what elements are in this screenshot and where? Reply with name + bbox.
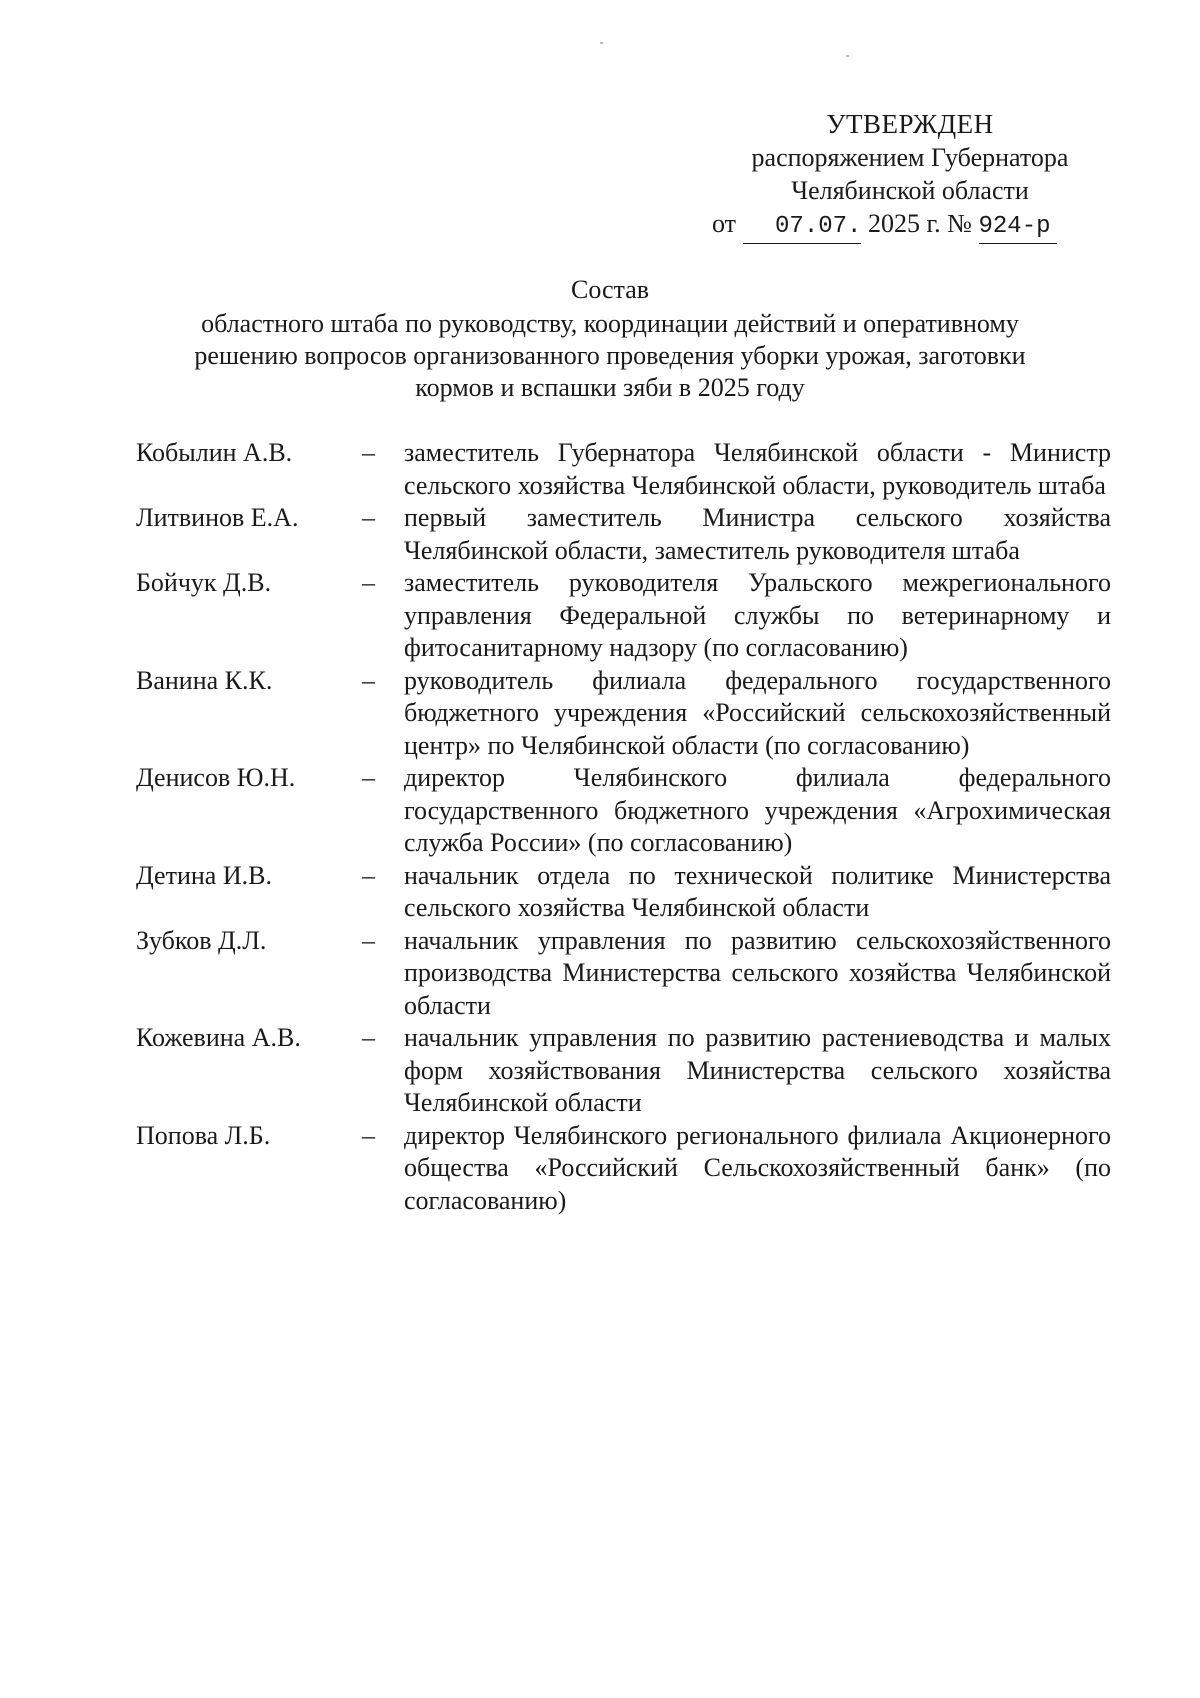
- member-role: начальник отдела по технической политике Министерства сельского хозяйства Челябинской области: [404, 860, 1111, 922]
- member-role: директор Челябинского филиала федерального государственного бюджетного учреждения «Агрохимическая служба России» (по согласованию): [404, 763, 1111, 857]
- date-field: [743, 207, 862, 244]
- approval-stamp: [700, 108, 1120, 244]
- member-row: [136, 860, 1111, 925]
- member-row: [136, 437, 1111, 502]
- date-year-number-label: 2025 г. №: [867, 209, 972, 238]
- member-dash: –: [362, 763, 375, 792]
- member-row: [136, 665, 1111, 763]
- member-role: руководитель филиала федерального государственного бюджетного учреждения «Российский сельскохозяйственный центр» по Челябинской области (по согласованию): [404, 665, 1111, 760]
- member-name: Ванина К.К.: [136, 665, 273, 695]
- member-dash: –: [362, 1120, 375, 1150]
- approval-heading: УТВЕРЖДЕН: [826, 109, 994, 139]
- date-prefix: от: [712, 209, 737, 238]
- member-dash: –: [362, 1023, 375, 1052]
- member-role: заместитель руководителя Уральского межрегионального управления Федеральной службы по ветеринарному и фитосанитарному надзору (по согласованию): [404, 568, 1111, 662]
- member-row: [136, 502, 1111, 567]
- member-dash: –: [362, 665, 375, 695]
- members-list: [136, 437, 1111, 1217]
- member-name: Кобылин А.В.: [136, 438, 293, 467]
- member-row: [136, 1022, 1111, 1120]
- member-role: первый заместитель Министра сельского хозяйства Челябинской области, заместитель руководителя штаба: [404, 503, 1111, 565]
- member-name: Денисов Ю.Н.: [136, 763, 296, 792]
- scan-speck: [600, 42, 603, 44]
- member-name: Детина И.В.: [136, 860, 272, 890]
- document-title: [110, 274, 1110, 404]
- member-dash: –: [362, 860, 375, 890]
- approval-region: Челябинской области: [791, 176, 1029, 205]
- member-role: начальник управления по развитию растениеводства и малых форм хозяйствования Министерства сельского хозяйства Челябинской области: [404, 1023, 1111, 1117]
- title-heading: Состав: [570, 275, 650, 304]
- member-dash: –: [362, 438, 375, 467]
- number-field: [979, 207, 1058, 244]
- scan-speck: [846, 55, 849, 57]
- member-row: [136, 1120, 1111, 1218]
- member-name: Литвинов Е.А.: [136, 503, 299, 532]
- member-dash: –: [362, 568, 375, 597]
- member-dash: –: [362, 503, 375, 532]
- member-name: Попова Л.Б.: [136, 1120, 271, 1150]
- member-row: [136, 762, 1111, 860]
- member-name: Кожевина А.В.: [136, 1023, 301, 1052]
- member-role: начальник управления по развитию сельскохозяйственного производства Министерства сельского хозяйства Челябинской области: [404, 925, 1111, 1020]
- title-line-1: областного штаба по руководству, координации действий и оперативному: [201, 309, 1019, 338]
- approval-authority: распоряжением Губернатора: [751, 143, 1069, 172]
- number-value: 924-р: [978, 213, 1051, 240]
- title-line-2: решению вопросов организованного проведения уборки урожая, заготовки: [194, 341, 1026, 370]
- title-line-3: кормов и вспашки зяби в 2025 году: [415, 373, 805, 402]
- member-name: Бойчук Д.В.: [136, 568, 272, 597]
- date-value: 07.07.: [775, 213, 862, 240]
- member-name: Зубков Д.Л.: [136, 925, 267, 955]
- member-role: директор Челябинского регионального филиала Акционерного общества «Российский Сельскохозяйственный банк» (по согласованию): [404, 1120, 1111, 1215]
- member-row: [136, 567, 1111, 665]
- member-row: [136, 925, 1111, 1023]
- approval-date-line: [700, 207, 1120, 244]
- member-role: заместитель Губернатора Челябинской области - Министр сельского хозяйства Челябинской области, руководитель штаба: [404, 438, 1111, 500]
- member-dash: –: [362, 925, 375, 955]
